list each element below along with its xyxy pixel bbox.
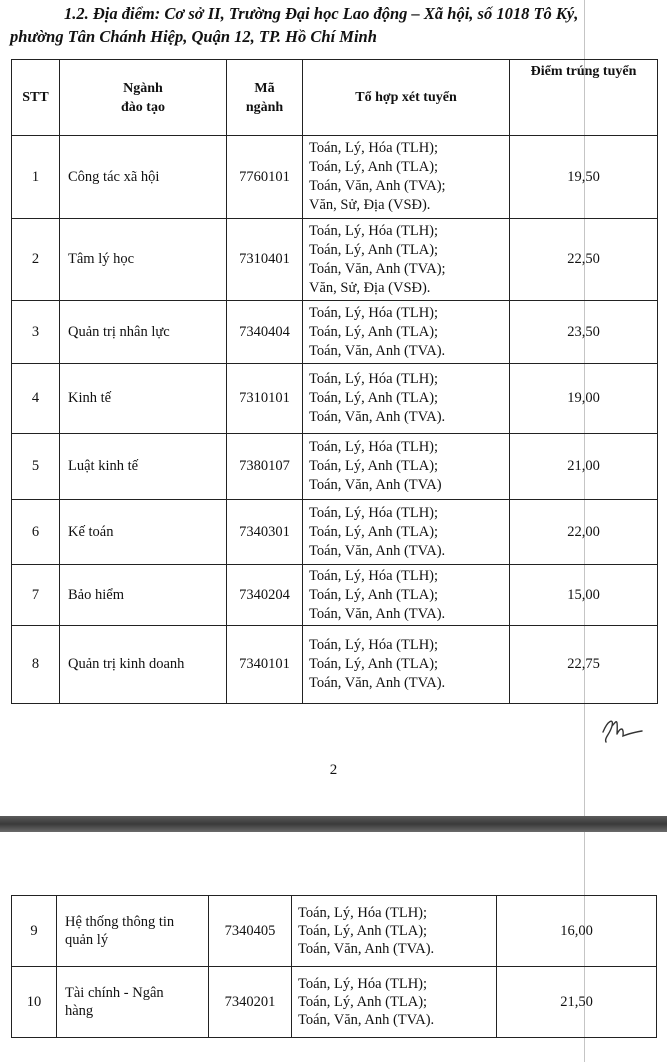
row-major-code: 7380107 xyxy=(227,434,303,500)
row-major-name: Quản trị nhân lực xyxy=(60,301,227,364)
header-ma-line1: Mã xyxy=(254,80,275,96)
table-row xyxy=(12,500,658,565)
combo-line: Toán, Lý, Hóa (TLH); xyxy=(309,304,439,321)
combo-line: Văn, Sử, Địa (VSĐ). xyxy=(309,197,431,213)
table-header-row xyxy=(12,60,658,136)
row-major-name: Tâm lý học xyxy=(60,219,227,301)
combo-line: Toán, Văn, Anh (TVA). xyxy=(309,542,446,559)
combo-line: Toán, Lý, Hóa (TLH); xyxy=(309,567,439,584)
row-score: 22,50 xyxy=(510,219,658,301)
combo-line: Toán, Lý, Anh (TLA); xyxy=(309,159,439,175)
combo-line: Toán, Lý, Hóa (TLH); xyxy=(298,976,428,992)
heading-line-2: phường Tân Chánh Hiệp, Quận 12, TP. Hồ Chí Minh xyxy=(10,27,377,46)
combo-line: Toán, Lý, Hóa (TLH); xyxy=(309,637,439,653)
heading-line-1: 1.2. Địa điểm: Cơ sở II, Trường Đại học Lao động – Xã hội, số 1018 Tô Ký, xyxy=(64,4,579,23)
admission-score-table-continued xyxy=(11,895,657,1038)
combo-line: Toán, Văn, Anh (TVA). xyxy=(298,1012,435,1028)
table-row xyxy=(12,967,657,1038)
header-nganh-line2: đào tạo xyxy=(121,99,165,115)
row-major-code: 7340405 xyxy=(209,896,292,967)
row-major-code: 7340404 xyxy=(227,301,303,364)
row-major-name: Kế toán xyxy=(60,500,227,565)
combo-line: Toán, Lý, Hóa (TLH); xyxy=(298,905,428,921)
row-score: 21,00 xyxy=(510,434,658,500)
combo-line: Toán, Văn, Anh (TVA). xyxy=(309,342,446,359)
row-major-code: 7310101 xyxy=(227,364,303,434)
row-major-code: 7340204 xyxy=(227,565,303,626)
row-stt: 7 xyxy=(12,565,60,626)
row-stt: 5 xyxy=(12,434,60,500)
row-major-code: 7340101 xyxy=(227,626,303,704)
row-score: 15,00 xyxy=(510,565,658,626)
row-score: 22,75 xyxy=(510,626,658,704)
combo-line: Toán, Lý, Anh (TLA); xyxy=(309,586,439,603)
row-score: 16,00 xyxy=(497,896,657,967)
combo-line: Văn, Sử, Địa (VSĐ). xyxy=(309,279,431,296)
combo-line: Toán, Lý, Anh (TLA); xyxy=(309,241,439,258)
row-combos xyxy=(292,967,497,1038)
combo-line: Toán, Lý, Anh (TLA); xyxy=(298,923,428,939)
row-stt: 9 xyxy=(12,896,57,967)
admission-score-table xyxy=(11,59,658,704)
row-major-code: 7310401 xyxy=(227,219,303,301)
page-break-separator xyxy=(0,816,667,832)
header-diem: Điểm trúng tuyển xyxy=(510,60,658,136)
row-combos xyxy=(303,136,510,219)
row-combos xyxy=(303,500,510,565)
table-row xyxy=(12,896,657,967)
table-row xyxy=(12,626,658,704)
combo-line: Toán, Lý, Anh (TLA); xyxy=(309,656,439,672)
table-row xyxy=(12,219,658,301)
combo-line: Toán, Lý, Hóa (TLH); xyxy=(309,504,439,521)
row-stt: 2 xyxy=(12,219,60,301)
combo-line: Toán, Văn, Anh (TVA). xyxy=(309,675,446,691)
combo-line: Toán, Lý, Anh (TLA); xyxy=(309,458,439,474)
major-name-line2: quản lý xyxy=(65,932,109,948)
combo-line: Toán, Lý, Hóa (TLH); xyxy=(309,439,439,455)
row-stt: 3 xyxy=(12,301,60,364)
row-score: 23,50 xyxy=(510,301,658,364)
section-heading xyxy=(10,2,665,48)
row-score: 21,50 xyxy=(497,967,657,1038)
row-major-code: 7760101 xyxy=(227,136,303,219)
combo-line: Toán, Lý, Hóa (TLH); xyxy=(309,222,439,239)
row-major-name: Kinh tế xyxy=(60,364,227,434)
combo-line: Toán, Lý, Hóa (TLH); xyxy=(309,371,439,387)
combo-line: Toán, Văn, Anh (TVA); xyxy=(309,260,446,277)
major-name-line2: hàng xyxy=(65,1003,94,1019)
table-row xyxy=(12,434,658,500)
row-score: 22,00 xyxy=(510,500,658,565)
row-combos xyxy=(303,301,510,364)
row-major-name xyxy=(57,967,209,1038)
row-major-name xyxy=(57,896,209,967)
major-name-line1: Hệ thống thông tin xyxy=(65,914,175,930)
combo-line: Toán, Văn, Anh (TVA). xyxy=(309,605,446,622)
table-row xyxy=(12,364,658,434)
row-stt: 1 xyxy=(12,136,60,219)
table-row xyxy=(12,565,658,626)
header-stt: STT xyxy=(12,60,60,136)
combo-line: Toán, Văn, Anh (TVA). xyxy=(309,409,446,425)
row-combos xyxy=(303,364,510,434)
combo-line: Toán, Lý, Anh (TLA); xyxy=(298,994,428,1010)
combo-line: Toán, Lý, Hóa (TLH); xyxy=(309,140,439,156)
row-major-name: Luật kinh tế xyxy=(60,434,227,500)
header-ma-nganh xyxy=(227,60,303,136)
row-combos xyxy=(303,626,510,704)
row-combos xyxy=(303,219,510,301)
header-to-hop: Tổ hợp xét tuyển xyxy=(303,60,510,136)
combo-line: Toán, Lý, Anh (TLA); xyxy=(309,390,439,406)
row-major-name: Công tác xã hội xyxy=(60,136,227,219)
row-score: 19,00 xyxy=(510,364,658,434)
header-ma-line2: ngành xyxy=(245,99,284,115)
row-stt: 4 xyxy=(12,364,60,434)
row-major-code: 7340201 xyxy=(209,967,292,1038)
initials-signature xyxy=(600,712,644,746)
row-major-code: 7340301 xyxy=(227,500,303,565)
row-stt: 8 xyxy=(12,626,60,704)
combo-line: Toán, Lý, Anh (TLA); xyxy=(309,523,439,540)
combo-line: Toán, Lý, Anh (TLA); xyxy=(309,323,439,340)
table-row xyxy=(12,136,658,219)
page-number: 2 xyxy=(329,762,338,778)
header-nganh-line1: Ngành xyxy=(123,80,163,96)
combo-line: Toán, Văn, Anh (TVA); xyxy=(309,178,446,194)
row-combos xyxy=(303,434,510,500)
combo-line: Toán, Văn, Anh (TVA) xyxy=(309,477,442,493)
row-combos xyxy=(303,565,510,626)
row-combos xyxy=(292,896,497,967)
table-row xyxy=(12,301,658,364)
row-stt: 6 xyxy=(12,500,60,565)
row-stt: 10 xyxy=(12,967,57,1038)
row-score: 19,50 xyxy=(510,136,658,219)
combo-line: Toán, Văn, Anh (TVA). xyxy=(298,941,435,957)
row-major-name: Quản trị kinh doanh xyxy=(60,626,227,704)
major-name-line1: Tài chính - Ngân xyxy=(65,985,164,1001)
row-major-name: Bảo hiểm xyxy=(60,565,227,626)
header-nganh xyxy=(60,60,227,136)
